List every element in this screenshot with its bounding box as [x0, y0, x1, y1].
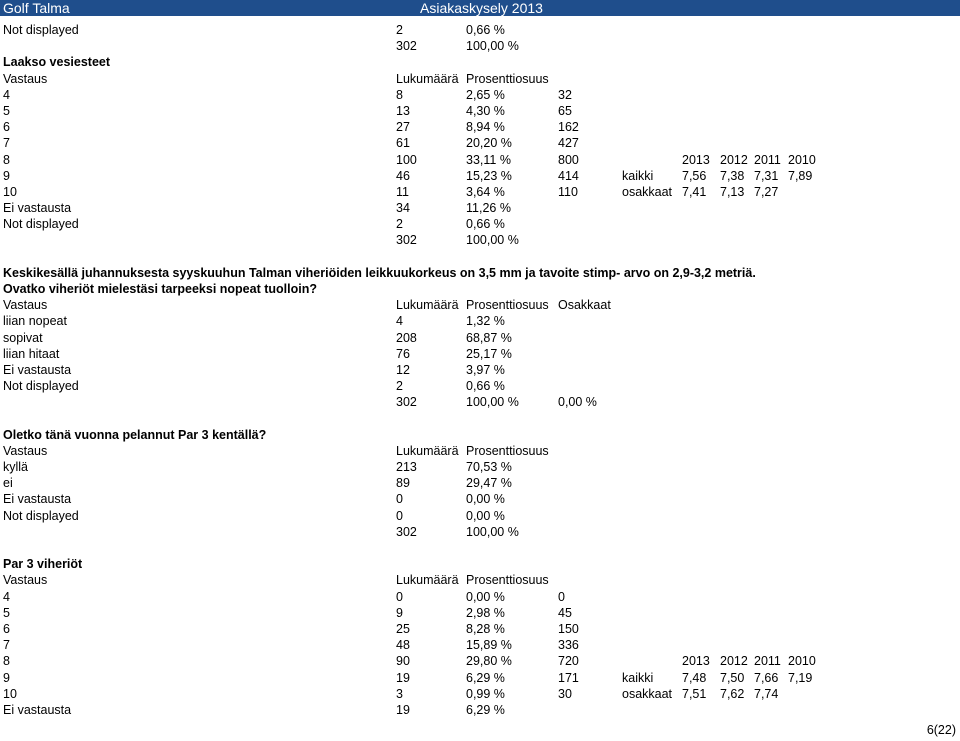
- table-cell: 208: [396, 330, 417, 345]
- table-cell: 25: [396, 621, 410, 636]
- table-row: [0, 87, 960, 103]
- table-cell: 100,00 %: [466, 39, 519, 54]
- table-cell: Not displayed: [3, 379, 79, 394]
- table-cell: 11,26 %: [466, 201, 511, 216]
- table-cell: kaikki: [622, 670, 654, 685]
- table-cell: Not displayed: [3, 508, 79, 523]
- table-row: [0, 184, 960, 200]
- table-cell: 5: [3, 605, 10, 620]
- table-cell: 25,17 %: [466, 346, 512, 361]
- table-cell: 0,00 %: [558, 395, 597, 410]
- table-cell: 8: [3, 152, 10, 167]
- table-cell: Vastaus: [3, 443, 48, 458]
- table-cell: 2010: [788, 152, 816, 167]
- table-cell: 213: [396, 460, 417, 475]
- table-cell: osakkaat: [622, 686, 673, 701]
- table-cell: 8,28 %: [466, 621, 505, 636]
- table-cell: 427: [558, 136, 579, 151]
- table-cell: Ei vastausta: [3, 492, 72, 507]
- table-cell: 0,00 %: [466, 492, 505, 507]
- table-cell: 100,00 %: [466, 233, 519, 248]
- table-cell: 7,50: [720, 670, 745, 685]
- table-cell: 13: [396, 103, 410, 118]
- table-cell: 6: [3, 621, 10, 636]
- section-heading: [0, 54, 960, 70]
- spacer-row: [0, 249, 960, 265]
- table-cell: 7,48: [682, 670, 707, 685]
- table-cell: 29,47 %: [466, 476, 512, 491]
- table-cell: Prosenttiosuus: [466, 573, 549, 588]
- table-cell: 76: [396, 346, 410, 361]
- table-cell: Not displayed: [3, 23, 79, 37]
- table-cell: 0: [396, 492, 403, 507]
- section-heading-text: Keskikesällä juhannuksesta syyskuuhun Talman viheriöiden leikkuukorkeus on 3,5 mm ja tavoite stimp- arvo on 2,9-3,2 metriä.: [3, 265, 756, 280]
- section-heading: [0, 265, 960, 281]
- table-row: [0, 135, 960, 151]
- table-cell: ei: [3, 476, 13, 491]
- table-cell: kyllä: [3, 460, 29, 475]
- table-cell: 0,00 %: [466, 589, 505, 604]
- table-row: [0, 313, 960, 329]
- table-cell: 0: [396, 508, 403, 523]
- table-cell: 2012: [720, 654, 748, 669]
- table-row: [0, 168, 960, 184]
- table-cell: 7,38: [720, 168, 745, 183]
- table-cell: 6: [3, 120, 10, 135]
- table-cell: 10: [3, 686, 17, 701]
- table-cell: 0,66 %: [466, 217, 505, 232]
- table-cell: 68,87 %: [466, 330, 512, 345]
- page-number: 6(22): [926, 723, 956, 737]
- table-cell: Vastaus: [3, 71, 48, 86]
- table-cell: 90: [396, 654, 410, 669]
- table-cell: Lukumäärä: [396, 443, 459, 458]
- table-cell: 46: [396, 168, 410, 183]
- table-row: [0, 152, 960, 168]
- table-cell: Vastaus: [3, 573, 48, 588]
- table-cell: 7: [3, 638, 10, 653]
- table-cell: osakkaat: [622, 184, 673, 199]
- table-cell: 4: [3, 589, 10, 604]
- table-cell: 15,89 %: [466, 638, 512, 653]
- table-row: [0, 232, 960, 248]
- table-cell: 7,62: [720, 686, 745, 701]
- table-cell: 4: [396, 314, 403, 329]
- table-cell: 32: [558, 87, 572, 102]
- table-cell: 110: [558, 184, 578, 199]
- table-cell: sopivat: [3, 330, 43, 345]
- section-heading: [0, 281, 960, 297]
- table-cell: Prosenttiosuus: [466, 443, 549, 458]
- table-cell: 800: [558, 152, 579, 167]
- table-cell: 150: [558, 621, 579, 636]
- table-cell: 9: [3, 168, 10, 183]
- table-row: [0, 508, 960, 524]
- table-cell: 12: [396, 362, 410, 377]
- table-cell: 7,66: [754, 670, 779, 685]
- table-cell: 2011: [754, 152, 781, 167]
- table-row: [0, 216, 960, 232]
- table-row: [0, 297, 960, 313]
- table-row: [0, 572, 960, 588]
- table-cell: 9: [396, 605, 403, 620]
- table-cell: 302: [396, 233, 417, 248]
- table-row: [0, 686, 960, 702]
- table-cell: 89: [396, 476, 410, 491]
- table-cell: 0,66 %: [466, 23, 505, 37]
- table-row: [0, 119, 960, 135]
- spacer-row: [0, 540, 960, 556]
- table-row: [0, 38, 960, 54]
- table-cell: 8,94 %: [466, 120, 505, 135]
- table-cell: 4,30 %: [466, 103, 505, 118]
- table-row: [0, 443, 960, 459]
- table-cell: Osakkaat: [558, 298, 611, 313]
- table-cell: 4: [3, 87, 10, 102]
- table-cell: 3,97 %: [466, 362, 505, 377]
- table-cell: kaikki: [622, 168, 654, 183]
- table-row: [0, 653, 960, 669]
- table-cell: 100: [396, 152, 417, 167]
- section-heading-text: Par 3 viheriöt: [3, 557, 83, 572]
- table-row: [0, 362, 960, 378]
- table-row: [0, 605, 960, 621]
- table-cell: 302: [396, 39, 417, 54]
- table-cell: 2,98 %: [466, 605, 505, 620]
- table-cell: 2013: [682, 654, 710, 669]
- table-cell: liian nopeat: [3, 314, 67, 329]
- section-heading-text: Oletko tänä vuonna pelannut Par 3 kentällä?: [3, 427, 267, 442]
- table-row: [0, 621, 960, 637]
- table-cell: 65: [558, 103, 572, 118]
- table-row: [0, 702, 960, 718]
- report-header: [0, 0, 960, 16]
- table-cell: Ei vastausta: [3, 201, 72, 216]
- table-cell: 34: [396, 201, 410, 216]
- table-cell: 2012: [720, 152, 748, 167]
- table-cell: Ei vastausta: [3, 702, 72, 717]
- table-cell: 11: [396, 184, 409, 199]
- section-heading-text: Ovatko viheriöt mielestäsi tarpeeksi nopeat tuolloin?: [3, 282, 317, 296]
- table-cell: 0,66 %: [466, 379, 505, 394]
- table-row: [0, 71, 960, 87]
- table-cell: 720: [558, 654, 579, 669]
- table-cell: 27: [396, 120, 410, 135]
- table-cell: 5: [3, 103, 10, 118]
- table-cell: 1,32 %: [466, 314, 505, 329]
- table-cell: 302: [396, 395, 417, 410]
- table-cell: 2: [396, 379, 403, 394]
- table-cell: Prosenttiosuus: [466, 71, 549, 86]
- section-heading: [0, 556, 960, 572]
- table-row: [0, 589, 960, 605]
- table-cell: 48: [396, 638, 410, 653]
- table-cell: 414: [558, 168, 579, 183]
- table-cell: 3,64 %: [466, 184, 505, 199]
- table-cell: 9: [3, 670, 10, 685]
- table-cell: 7,41: [682, 184, 707, 199]
- table-cell: 0: [558, 589, 565, 604]
- survey-results: [0, 22, 960, 718]
- table-cell: 15,23 %: [466, 168, 512, 183]
- table-cell: 2,65 %: [466, 87, 505, 102]
- table-cell: 70,53 %: [466, 460, 512, 475]
- table-row: [0, 491, 960, 507]
- table-cell: Prosenttiosuus: [466, 298, 549, 313]
- table-cell: 19: [396, 702, 410, 717]
- table-cell: 100,00 %: [466, 395, 519, 410]
- table-row: [0, 524, 960, 540]
- table-row: [0, 394, 960, 410]
- table-row: [0, 475, 960, 491]
- table-cell: 7,19: [788, 670, 813, 685]
- table-cell: 7,51: [682, 686, 707, 701]
- table-cell: 2013: [682, 152, 710, 167]
- table-cell: 2010: [788, 654, 816, 669]
- table-cell: 10: [3, 184, 17, 199]
- table-cell: Lukumäärä: [396, 71, 459, 86]
- table-cell: Lukumäärä: [396, 298, 459, 313]
- header-report-title: Asiakaskysely 2013: [420, 0, 543, 16]
- table-cell: 2: [396, 217, 403, 232]
- table-cell: 0,00 %: [466, 508, 505, 523]
- table-row: [0, 22, 960, 38]
- section-heading: [0, 427, 960, 443]
- table-cell: 6,29 %: [466, 702, 505, 717]
- table-cell: 7,56: [682, 168, 707, 183]
- section-heading-text: Laakso vesiesteet: [3, 55, 111, 70]
- table-row: [0, 330, 960, 346]
- spacer-row: [0, 411, 960, 427]
- table-cell: Lukumäärä: [396, 573, 459, 588]
- table-cell: 29,80 %: [466, 654, 512, 669]
- table-cell: 19: [396, 670, 410, 685]
- table-cell: 7,13: [720, 184, 745, 199]
- table-cell: 8: [396, 87, 403, 102]
- table-cell: 0,99 %: [466, 686, 505, 701]
- table-cell: 336: [558, 638, 579, 653]
- table-row: [0, 378, 960, 394]
- table-cell: Not displayed: [3, 217, 79, 232]
- table-cell: liian hitaat: [3, 346, 60, 361]
- table-cell: 7,27: [754, 184, 779, 199]
- table-cell: 302: [396, 524, 417, 539]
- table-cell: 45: [558, 605, 572, 620]
- table-cell: 2011: [754, 654, 781, 669]
- table-cell: 61: [396, 136, 410, 151]
- header-org-name: Golf Talma: [3, 0, 70, 16]
- table-cell: 2: [396, 23, 403, 37]
- table-cell: 162: [558, 120, 579, 135]
- table-cell: Ei vastausta: [3, 362, 72, 377]
- table-row: [0, 670, 960, 686]
- table-row: [0, 200, 960, 216]
- table-row: [0, 346, 960, 362]
- table-cell: 20,20 %: [466, 136, 512, 151]
- table-cell: 3: [396, 686, 403, 701]
- table-row: [0, 103, 960, 119]
- table-cell: 7,74: [754, 686, 779, 701]
- table-cell: 33,11 %: [466, 152, 511, 167]
- table-cell: 0: [396, 589, 403, 604]
- table-cell: 7: [3, 136, 10, 151]
- table-cell: 7,89: [788, 168, 813, 183]
- table-cell: 6,29 %: [466, 670, 505, 685]
- table-cell: 100,00 %: [466, 524, 519, 539]
- table-cell: 7,31: [754, 168, 779, 183]
- table-cell: 171: [558, 670, 579, 685]
- table-row: [0, 637, 960, 653]
- table-row: [0, 459, 960, 475]
- table-cell: 8: [3, 654, 10, 669]
- table-cell: 30: [558, 686, 572, 701]
- table-cell: Vastaus: [3, 298, 48, 313]
